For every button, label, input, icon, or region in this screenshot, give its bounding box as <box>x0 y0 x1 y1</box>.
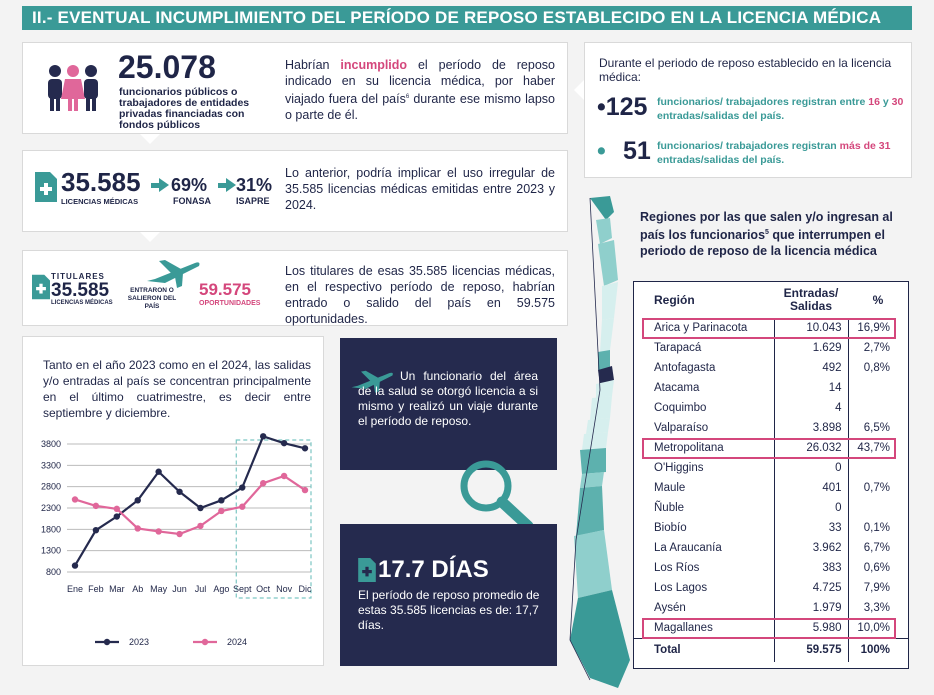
data-point-2023 <box>114 513 120 519</box>
legend-label-2024: 2024 <box>227 637 248 647</box>
data-point-2023 <box>260 433 266 439</box>
connector-arrow <box>574 80 584 100</box>
data-point-2024 <box>281 473 287 479</box>
x-tick-label: Oct <box>256 584 271 594</box>
data-point-2023 <box>218 497 224 503</box>
table-cell-pct: 2,7% <box>863 342 890 354</box>
col-header-pct: % <box>872 293 884 307</box>
licenses-count: 35.585 <box>61 167 141 197</box>
data-point-2024 <box>155 528 161 534</box>
highlight-range-box <box>236 440 311 598</box>
page-title: II.- EVENTUAL INCUMPLIMIENTO DEL PERÍODO DE REPOSO ESTABLECIDO EN LA LICENCIA MÉDICA <box>22 6 912 30</box>
data-point-2023 <box>302 445 308 451</box>
data-point-2024 <box>239 504 245 510</box>
table-cell-pct <box>848 398 908 418</box>
table-row <box>634 358 908 378</box>
text-part: que interrumpen el periodo de reposo de la licencia médica <box>640 228 885 259</box>
legend-label-2023: 2023 <box>129 637 150 647</box>
chart-description: Tanto en el año 2023 como en el 2024, las salidas y/o entradas al país se concentran principalmente en el último cuatrimestre, es decir entre septiembre y diciembre. <box>43 358 311 420</box>
x-tick-label: Mar <box>109 584 125 594</box>
regions-table <box>633 281 909 669</box>
table-cell-pct: 6,5% <box>863 422 890 434</box>
table-cell-value: 26.032 <box>774 438 848 458</box>
table-row <box>634 458 908 478</box>
table-cell-region: La Araucanía <box>634 538 774 558</box>
section-licenses-box <box>22 150 568 232</box>
legend-marker-2023 <box>104 639 110 645</box>
chile-map <box>560 190 640 695</box>
text-part: entradas/salidas del país. <box>657 154 785 166</box>
data-point-2023 <box>197 505 203 511</box>
table-row <box>634 598 908 618</box>
section-travel-box <box>22 250 568 326</box>
table-cell-pct: 16,9% <box>857 322 890 334</box>
table-cell-value: 492 <box>774 358 848 378</box>
footnote-ref: 5 <box>765 229 769 236</box>
airplane-icon <box>145 257 201 289</box>
magnifier-icon <box>456 458 536 533</box>
x-tick-label: Ab <box>132 584 144 594</box>
regions-title <box>640 209 912 259</box>
footnote-ref: 6 <box>405 94 410 100</box>
average-text: El período de reposo promedio de estas 35.585 licencias es de: 17,7 días. <box>358 588 540 632</box>
holders-licenses-count: 35.585 <box>51 280 110 301</box>
medical-document-icon <box>358 558 376 582</box>
case-text: Un funcionario del área de la salud se otorgó licencia a si mismo y realizó un viaje durante el período de reposo. <box>358 369 538 428</box>
table-cell-value: 1.629 <box>774 338 848 358</box>
data-point-2024 <box>218 508 224 514</box>
table-cell-value: 1.979 <box>774 598 848 618</box>
table-cell-value: 14 <box>774 378 848 398</box>
connector-arrow <box>140 134 160 144</box>
group1-text <box>657 95 907 123</box>
table-cell-pct: 0,7% <box>863 482 890 494</box>
text-part: Habrían <box>285 58 341 72</box>
text-part: y <box>879 96 892 108</box>
table-row <box>634 518 908 538</box>
data-point-2023 <box>239 484 245 490</box>
group2-count: 51 <box>623 137 651 165</box>
text-part: entradas/salidas del país. <box>657 110 785 122</box>
data-point-2024 <box>72 496 78 502</box>
row-highlight <box>642 618 896 639</box>
table-cell-region: Aysén <box>634 598 774 618</box>
table-cell-value: 0 <box>774 458 848 478</box>
table-cell-pct: 10,0% <box>857 621 890 634</box>
table-cell-value: 4.725 <box>774 578 848 598</box>
total-pct: 100% <box>860 644 890 657</box>
table-row <box>634 558 908 578</box>
table-cell-region: Biobío <box>634 518 774 538</box>
y-tick-label: 2300 <box>40 503 61 513</box>
table-cell-pct: 0,1% <box>863 522 890 534</box>
x-tick-label: Dic <box>298 584 312 594</box>
data-point-2023 <box>93 527 99 533</box>
table-cell-region: Metropolitana <box>634 438 774 458</box>
row-highlight <box>642 318 896 339</box>
highlight-text: 30 <box>891 96 904 108</box>
data-point-2023 <box>72 562 78 568</box>
table-cell-pct: 7,9% <box>863 582 890 594</box>
text-part: funcionarios/ trabajadores registran entre <box>657 96 869 108</box>
table-cell-pct: 43,7% <box>857 442 890 454</box>
entries-exits-box <box>584 42 912 178</box>
data-point-2023 <box>281 440 287 446</box>
y-tick-label: 3300 <box>40 460 61 471</box>
section-people-box <box>22 42 568 134</box>
table-cell-value: 4 <box>774 398 848 418</box>
table-cell-region: Tarapacá <box>634 338 774 358</box>
table-row <box>634 418 908 438</box>
table-row <box>634 398 908 418</box>
data-point-2024 <box>176 531 182 537</box>
table-cell-value: 3.898 <box>774 418 848 438</box>
group2-bullet: • <box>597 137 606 165</box>
total-label: Total <box>634 638 774 662</box>
table-cell-region: Maule <box>634 478 774 498</box>
data-point-2024 <box>302 487 308 493</box>
opportunities-count: 59.575 <box>199 280 251 299</box>
arrow-right-icon <box>159 178 169 192</box>
text-part: durante ese mismo lapso o parte de él. <box>285 92 555 123</box>
highlight-text: más de 31 <box>839 140 891 152</box>
table-cell-region: O'Higgins <box>634 458 774 478</box>
officials-count: 25.078 <box>118 49 216 85</box>
table-cell-value: 10.043 <box>774 318 848 338</box>
medical-document-icon <box>35 172 57 202</box>
table-row <box>634 498 908 518</box>
data-point-2024 <box>260 480 266 486</box>
section1-text <box>285 57 555 123</box>
table-cell-value: 33 <box>774 518 848 538</box>
table-cell-pct: 3,3% <box>863 602 890 614</box>
section3-text: Los titulares de esas 35.585 licencias médicas, en el respectivo período de reposo, habrían entrado o salido del país en 59.575 oportunidades. <box>285 264 555 326</box>
entries-intro: Durante el periodo de reposo establecido en la licencia médica: <box>599 56 892 84</box>
table-cell-pct: 0,8% <box>863 362 890 374</box>
x-tick-label: Jul <box>194 584 207 594</box>
data-point-2023 <box>155 469 161 475</box>
y-tick-label: 1300 <box>40 545 61 556</box>
table-cell-region: Valparaíso <box>634 418 774 438</box>
table-cell-pct <box>848 378 908 398</box>
table-cell-region: Arica y Parinacota <box>634 318 774 338</box>
group2-text <box>657 139 907 167</box>
health-worker-case-box <box>340 338 557 470</box>
x-tick-label: Nov <box>276 584 293 594</box>
row-highlight <box>642 438 896 459</box>
isapre-label: ISAPRE <box>236 196 270 206</box>
average-rest-box <box>340 524 557 666</box>
data-point-2023 <box>135 497 141 503</box>
highlight-text: incumplido <box>340 58 408 72</box>
table-row <box>634 338 908 358</box>
table-row <box>634 578 908 598</box>
officials-description: funcionarios públicos o trabajadores de entidades privadas financiadas con fondos públicos <box>119 86 250 131</box>
y-tick-label: 1800 <box>40 524 61 535</box>
fonasa-percent: 69% <box>171 175 208 195</box>
series-line-2023 <box>75 436 305 565</box>
data-point-2024 <box>197 523 203 529</box>
x-tick-label: May <box>150 584 168 594</box>
x-tick-label: Ago <box>213 584 230 594</box>
section2-text: Lo anterior, podría implicar el uso irregular de 35.585 licencias médicas emitidas entre 2023 y 2024. <box>285 166 555 212</box>
travel-label: ENTRARON O SALIERON DEL PAÍS <box>127 287 177 310</box>
x-tick-label: Ene <box>66 584 84 594</box>
data-point-2024 <box>114 506 120 512</box>
col-header-region: Región <box>654 293 695 307</box>
table-cell-region: Atacama <box>634 378 774 398</box>
y-tick-label: 800 <box>45 567 61 577</box>
table-cell-value: 3.962 <box>774 538 848 558</box>
holders-label: TITULARES <box>51 272 105 281</box>
x-tick-label: Sept <box>233 584 252 594</box>
data-point-2023 <box>176 489 182 495</box>
highlight-text: 16 <box>868 96 880 108</box>
table-cell-region: Ñuble <box>634 498 774 518</box>
table-row <box>634 538 908 558</box>
text-part: el período de reposo indicado en su licencia médica, por haber viajado fuera del país <box>285 58 555 107</box>
table-cell-region: Los Lagos <box>634 578 774 598</box>
group1-count: •125 <box>597 93 648 121</box>
col-header-entries: Entradas/ Salidas <box>783 286 839 313</box>
data-point-2024 <box>93 503 99 509</box>
table-cell-pct <box>848 498 908 518</box>
chart-box <box>22 336 324 666</box>
x-tick-label: Feb <box>88 584 104 594</box>
monthly-travel-line-chart <box>23 432 323 667</box>
table-cell-value: 401 <box>774 478 848 498</box>
table-cell-region: Magallanes <box>634 618 774 638</box>
table-cell-pct <box>848 458 908 478</box>
table-cell-value: 0 <box>774 498 848 518</box>
arrow-right-icon <box>226 178 236 192</box>
licenses-label: LICENCIAS MÉDICAS <box>61 197 139 206</box>
table-cell-pct: 6,7% <box>863 542 890 554</box>
people-icon <box>45 63 101 113</box>
fonasa-label: FONASA <box>173 196 211 206</box>
table-body <box>634 318 908 638</box>
table-row <box>634 478 908 498</box>
data-point-2024 <box>135 525 141 531</box>
y-tick-label: 2800 <box>40 481 61 492</box>
x-tick-label: Jun <box>172 584 187 594</box>
opportunities-label: OPORTUNIDADES <box>199 300 261 307</box>
table-cell-region: Coquimbo <box>634 398 774 418</box>
text-part: funcionarios/ trabajadores registran <box>657 140 840 152</box>
isapre-percent: 31% <box>236 175 273 195</box>
table-cell-pct: 0,6% <box>863 562 890 574</box>
average-days <box>378 556 489 584</box>
y-tick-label: 3800 <box>40 439 61 449</box>
legend-marker-2024 <box>202 639 208 645</box>
table-cell-value: 5.980 <box>774 618 848 638</box>
medical-document-icon <box>32 274 50 300</box>
table-cell-value: 383 <box>774 558 848 578</box>
holders-licenses-label: LICENCIAS MÉDICAS <box>51 300 113 306</box>
text-part: Regiones por las que salen y/o ingresan al país los funcionarios <box>640 210 893 243</box>
connector-arrow <box>140 232 160 242</box>
series-line-2024 <box>75 476 305 534</box>
days-value: 17.7 DÍAS <box>378 556 489 583</box>
table-cell-region: Antofagasta <box>634 358 774 378</box>
table-row <box>634 378 908 398</box>
total-value: 59.575 <box>774 638 848 662</box>
table-cell-region: Los Ríos <box>634 558 774 578</box>
